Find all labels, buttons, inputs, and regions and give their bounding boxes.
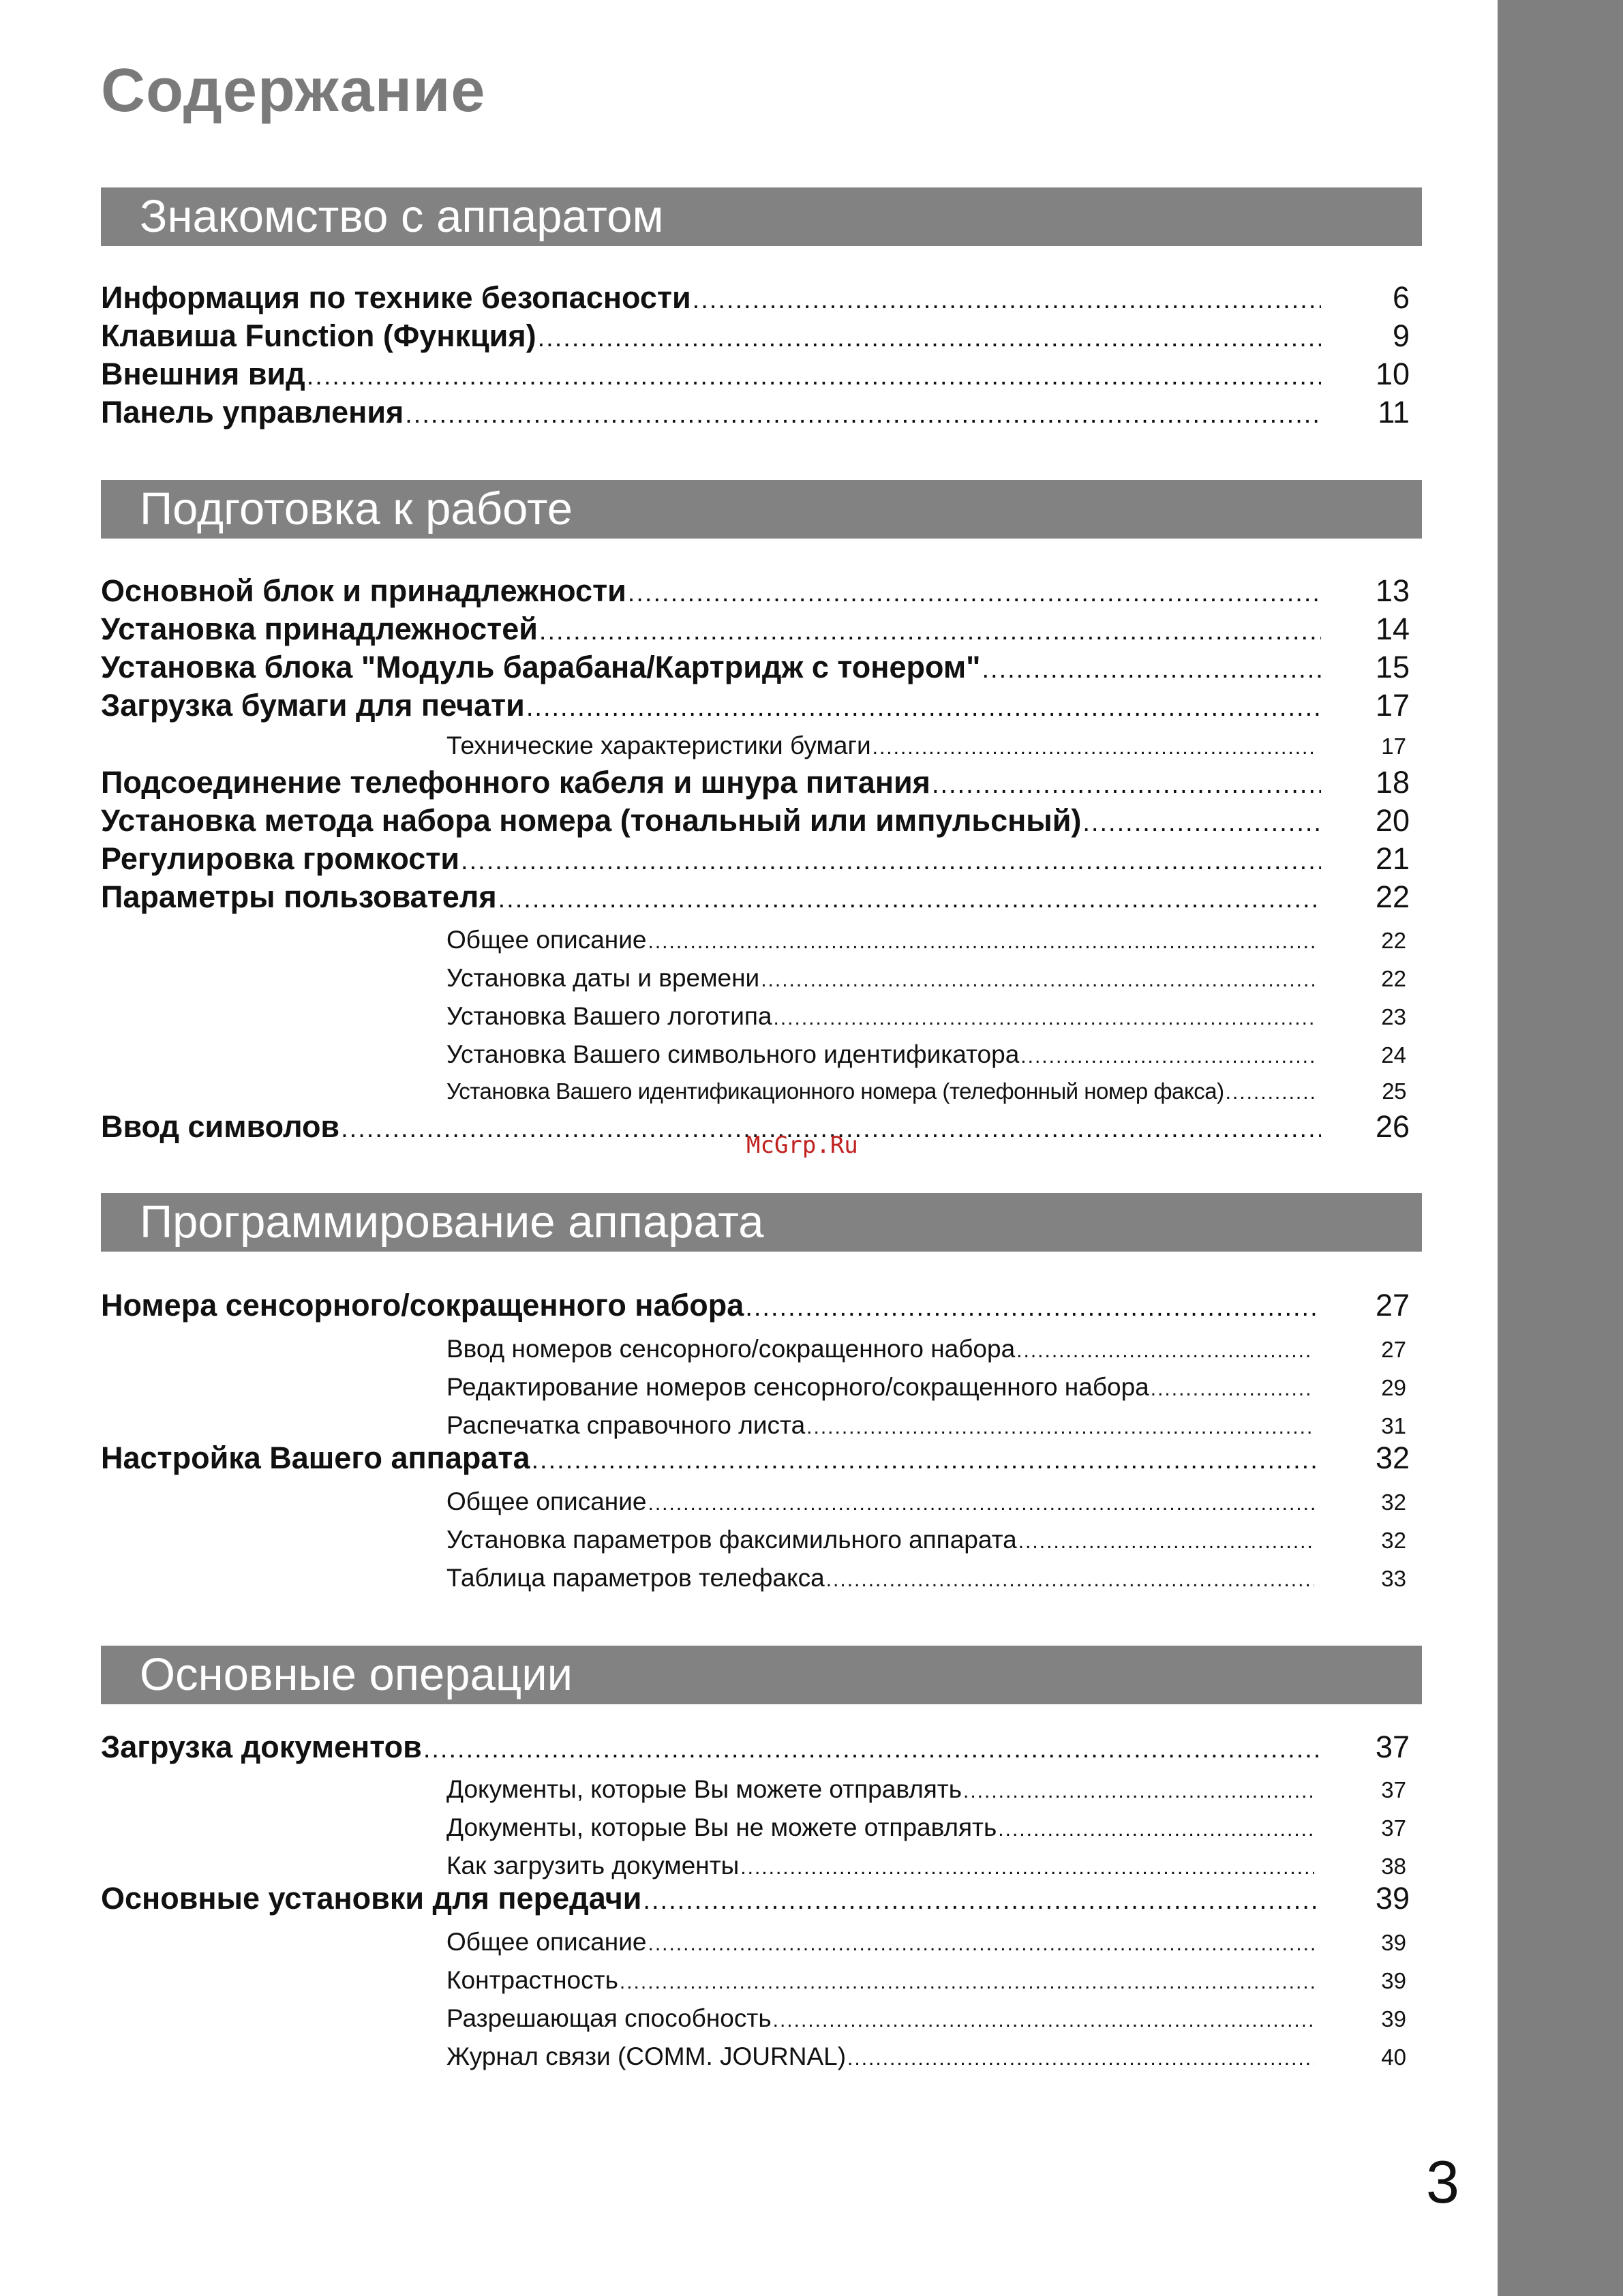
toc-entry-page: 39: [1381, 1968, 1406, 1993]
toc-entry[interactable]: [101, 650, 1410, 688]
side-margin-bar: [1498, 0, 1623, 2296]
toc-entry-page: 39: [1381, 2006, 1406, 2031]
toc-subentry[interactable]: [446, 731, 1406, 764]
dot-leader: [773, 1007, 1314, 1030]
toc-entry-title: Журнал связи (COMM. JOURNAL): [446, 2042, 847, 2070]
toc-entry-page: 40: [1381, 2044, 1406, 2070]
toc-entry-title: Установка Вашего идентификационного номера (телефонный номер факса): [446, 1078, 1224, 1104]
toc-entry-page: 18: [1375, 765, 1410, 800]
toc-entry-title: Установка метода набора номера (тональный или импульсный): [101, 803, 1082, 838]
dot-leader: [873, 736, 1314, 759]
toc-subentry[interactable]: [446, 1813, 1406, 1846]
dot-leader: [1082, 809, 1321, 838]
section-heading-programming: Программирование аппарата: [101, 1193, 1422, 1252]
dot-leader: [740, 1856, 1314, 1879]
toc-entry-page: 10: [1375, 357, 1410, 391]
toc-entry-title: Основной блок и принадлежности: [101, 573, 626, 608]
toc-entry[interactable]: [101, 395, 1410, 433]
toc-entry[interactable]: [101, 573, 1410, 611]
toc-entry-title: Загрузка бумаги для печати: [101, 688, 525, 723]
toc-subentry[interactable]: [446, 964, 1406, 997]
toc-entry-page: 32: [1375, 1440, 1410, 1475]
dot-leader: [539, 617, 1321, 646]
toc-entry-page: 22: [1375, 879, 1410, 914]
toc-subentry[interactable]: [446, 2042, 1406, 2075]
toc-subentry[interactable]: [446, 1335, 1406, 1368]
section-heading-intro: Знакомство с аппаратом: [101, 187, 1422, 246]
toc-entry-page: 31: [1381, 1413, 1406, 1438]
dot-leader: [498, 885, 1321, 914]
toc-entry-title: Панель управления: [101, 395, 404, 429]
toc-entry-page: 22: [1381, 966, 1406, 991]
dot-leader: [1151, 1378, 1314, 1401]
toc-entry-title: Редактирование номеров сенсорного/сокращенного набора: [446, 1373, 1149, 1401]
toc-entry-page: 14: [1375, 611, 1410, 646]
toc-entry-title: Установка параметров факсимильного аппарата: [446, 1526, 1017, 1554]
dot-leader: [620, 1971, 1314, 1994]
dot-leader: [826, 1569, 1314, 1592]
toc-subentry[interactable]: [446, 1002, 1406, 1035]
toc-entry-page: 9: [1392, 318, 1410, 353]
toc-entry-title: Ввод номеров сенсорного/сокращенного набора: [446, 1335, 1016, 1363]
toc-entry-title: Клавиша Function (Функция): [101, 318, 536, 353]
toc-entry-title: Распечатка справочного листа: [446, 1411, 806, 1439]
toc-entry[interactable]: [101, 841, 1410, 879]
toc-entry-page: 39: [1381, 1930, 1406, 1955]
toc-entry-page: 33: [1381, 1566, 1406, 1591]
toc-entry[interactable]: [101, 1729, 1410, 1768]
toc-subentry[interactable]: [446, 1966, 1406, 1999]
toc-entry-title: Общее описание: [446, 926, 647, 954]
toc-entry-title: Документы, которые Вы не можете отправлять: [446, 1813, 997, 1841]
toc-subentry[interactable]: [446, 1564, 1406, 1597]
toc-entry-page: 25: [1382, 1078, 1406, 1104]
dot-leader: [1226, 1081, 1314, 1104]
toc-subentry[interactable]: [446, 1526, 1406, 1558]
toc-subentry[interactable]: [446, 1040, 1406, 1073]
page-number: 3: [1426, 2148, 1459, 2216]
dot-leader: [423, 1735, 1321, 1764]
toc-subentry[interactable]: [446, 1487, 1406, 1520]
toc-subentry[interactable]: [446, 926, 1406, 958]
dot-leader: [307, 362, 1321, 391]
toc-subentry[interactable]: [446, 1775, 1406, 1808]
toc-entry[interactable]: [101, 1288, 1410, 1326]
toc-entry-title: Как загрузить документы: [446, 1852, 740, 1879]
toc-entry-page: 37: [1381, 1777, 1406, 1802]
dot-leader: [538, 324, 1321, 353]
toc-entry-title: Регулировка громкости: [101, 841, 460, 876]
toc-entry-title: Основные установки для передачи: [101, 1881, 642, 1916]
toc-entry-title: Настройка Вашего аппарата: [101, 1440, 530, 1475]
toc-entry-page: 26: [1375, 1109, 1410, 1144]
toc-entry-page: 20: [1375, 803, 1410, 838]
dot-leader: [648, 1492, 1314, 1515]
toc-entry-title: Установка Вашего логотипа: [446, 1002, 772, 1030]
dot-leader: [648, 1933, 1314, 1956]
dot-leader: [405, 400, 1321, 429]
toc-subentry[interactable]: [446, 2004, 1406, 2037]
page-title: Содержание: [101, 57, 486, 125]
dot-leader: [806, 1416, 1314, 1439]
toc-entry-title: Общее описание: [446, 1928, 647, 1956]
toc-entry-page: 27: [1381, 1337, 1406, 1362]
dot-leader: [648, 931, 1314, 954]
toc-entry-page: 38: [1381, 1854, 1406, 1879]
toc-entry[interactable]: [101, 1440, 1410, 1479]
toc-entry-page: 21: [1375, 841, 1410, 876]
dot-leader: [461, 847, 1321, 876]
toc-entry-title: Номера сенсорного/сокращенного набора: [101, 1288, 744, 1323]
toc-entry-title: Таблица параметров телефакса: [446, 1564, 825, 1592]
dot-leader: [531, 1446, 1321, 1475]
dot-leader: [773, 2009, 1314, 2032]
toc-entry-page: 23: [1381, 1004, 1406, 1029]
dot-leader: [1020, 1045, 1314, 1068]
dot-leader: [1016, 1340, 1314, 1363]
toc-subentry[interactable]: [446, 1373, 1406, 1406]
toc-entry-page: 37: [1381, 1815, 1406, 1841]
toc-entry-page: 15: [1375, 650, 1410, 684]
toc-entry-title: Контрастность: [446, 1966, 618, 1994]
toc-entry[interactable]: [101, 688, 1410, 726]
dot-leader: [998, 1818, 1314, 1841]
dot-leader: [982, 655, 1322, 684]
dot-leader: [1018, 1530, 1314, 1554]
toc-entry-title: Информация по технике безопасности: [101, 280, 691, 315]
toc-entry-title: Ввод символов: [101, 1109, 340, 1144]
toc-entry[interactable]: [101, 879, 1410, 918]
dot-leader: [847, 2047, 1314, 2070]
dot-leader: [526, 693, 1321, 723]
toc-entry-page: 27: [1375, 1288, 1410, 1323]
toc-entry-page: 37: [1375, 1729, 1410, 1764]
toc-entry-page: 22: [1381, 928, 1406, 953]
toc-subentry[interactable]: [446, 1852, 1406, 1884]
dot-leader: [693, 286, 1321, 315]
dot-leader: [745, 1293, 1321, 1323]
toc-entry[interactable]: [101, 803, 1410, 841]
toc-subentry[interactable]: [446, 1928, 1406, 1961]
watermark: McGrp.Ru: [746, 1132, 858, 1159]
toc-entry-title: Общее описание: [446, 1487, 647, 1515]
toc-entry-title: Параметры пользователя: [101, 879, 497, 914]
toc-entry-title: Установка Вашего символьного идентификатора: [446, 1040, 1020, 1068]
toc-entry[interactable]: [101, 611, 1410, 650]
toc-entry-page: 13: [1375, 573, 1410, 608]
section-heading-preparation: Подготовка к работе: [101, 480, 1422, 539]
toc-entry-title: Разрешающая способность: [446, 2004, 772, 2032]
dot-leader: [628, 579, 1321, 608]
toc-subentry[interactable]: [446, 1078, 1406, 1111]
toc-entry-page: 11: [1378, 395, 1410, 429]
toc-entry-page: 17: [1381, 734, 1406, 759]
toc-entry[interactable]: [101, 1881, 1410, 1919]
toc-entry[interactable]: [101, 765, 1410, 803]
dot-leader: [963, 1780, 1314, 1803]
toc-entry-title: Установка блока "Модуль барабана/Картридж с тонером": [101, 650, 981, 684]
toc-entry-page: 24: [1381, 1042, 1406, 1068]
toc-entry-page: 29: [1381, 1375, 1406, 1400]
toc-entry-page: 32: [1381, 1528, 1406, 1553]
toc-entry-title: Установка даты и времени: [446, 964, 760, 992]
toc-entry-title: Документы, которые Вы можете отправлять: [446, 1775, 962, 1803]
toc-entry-page: 6: [1392, 280, 1410, 315]
toc-entry-page: 17: [1375, 688, 1410, 723]
dot-leader: [932, 770, 1321, 800]
toc-entry[interactable]: [101, 318, 1410, 357]
toc-entry-page: 32: [1381, 1490, 1406, 1515]
toc-entry[interactable]: [101, 280, 1410, 318]
section-heading-basic-operations: Основные операции: [101, 1646, 1422, 1704]
toc-entry-page: 39: [1375, 1881, 1410, 1916]
dot-leader: [761, 969, 1314, 992]
toc-entry-title: Установка принадлежностей: [101, 611, 538, 646]
toc-entry-title: Внешния вид: [101, 357, 305, 391]
toc-entry-title: Технические характеристики бумаги: [446, 731, 871, 759]
toc-entry-title: Загрузка документов: [101, 1729, 422, 1764]
toc-subentry[interactable]: [446, 1411, 1406, 1444]
dot-leader: [643, 1886, 1321, 1916]
toc-entry[interactable]: [101, 357, 1410, 395]
toc-entry-title: Подсоединение телефонного кабеля и шнура питания: [101, 765, 930, 800]
